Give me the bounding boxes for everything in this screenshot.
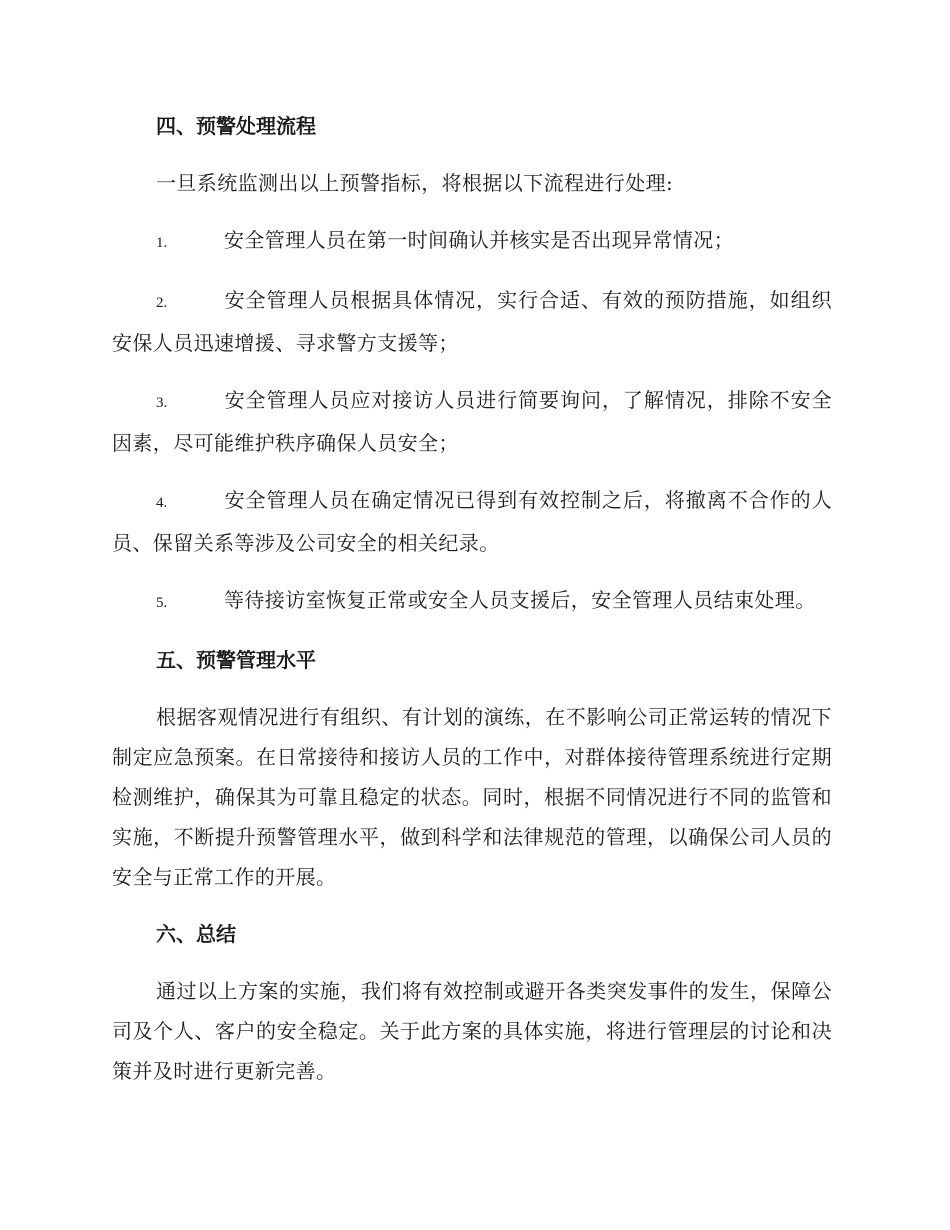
list-item-text: 安全管理人员在第一时间确认并核实是否出现异常情况； [224,228,734,252]
list-item-text: 安全管理人员在确定情况已得到有效控制之后，将撤离不合作的人员、保留关系等涉及公司安全的相关纪录。 [112,488,832,555]
section-heading-warning-process: 四、预警处理流程 [156,114,316,138]
section-intro: 一旦系统监测出以上预警指标，将根据以下流程进行处理: [156,171,674,195]
list-item-number: 4. [156,495,168,511]
list-item-number: 3. [156,395,168,411]
list-item-text: 安全管理人员根据具体情况，实行合适、有效的预防措施，如组织安保人员迅速增援、寻求警方支援等； [112,288,832,355]
list-item [112,280,832,363]
section-body-management-level: 根据客观情况进行有组织、有计划的演练，在不影响公司正常运转的情况下制定应急预案。在日常接待和接访人员的工作中，对群体接待管理系统进行定期检测维护，确保其为可靠且稳定的状态。同时，根据不同情况进行不同的监管和实施，不断提升预警管理水平，做到科学和法律规范的管理，以确保公司人员的安全与正常工作的开展。 [112,705,832,889]
section-heading-management-level: 五、预警管理水平 [156,648,316,672]
section-heading-summary: 六、总结 [156,922,236,946]
list-item [112,220,832,263]
list-item-number: 1. [156,235,168,251]
document-page [112,106,832,1108]
list-item-text: 等待接访室恢复正常或安全人员支援后，安全管理人员结束处理。 [224,588,816,612]
list-item-number: 2. [156,295,168,311]
section-body-summary: 通过以上方案的实施，我们将有效控制或避开各类突发事件的发生，保障公司及个人、客户的安全稳定。关于此方案的具体实施，将进行管理层的讨论和决策并及时进行更新完善。 [112,979,832,1083]
list-item [112,580,832,623]
list-item [112,480,832,563]
list-item-text: 安全管理人员应对接访人员进行简要询问，了解情况，排除不安全因素，尽可能维护秩序确保人员安全； [112,388,832,455]
list-item [112,380,832,463]
list-item-number: 5. [156,595,168,611]
